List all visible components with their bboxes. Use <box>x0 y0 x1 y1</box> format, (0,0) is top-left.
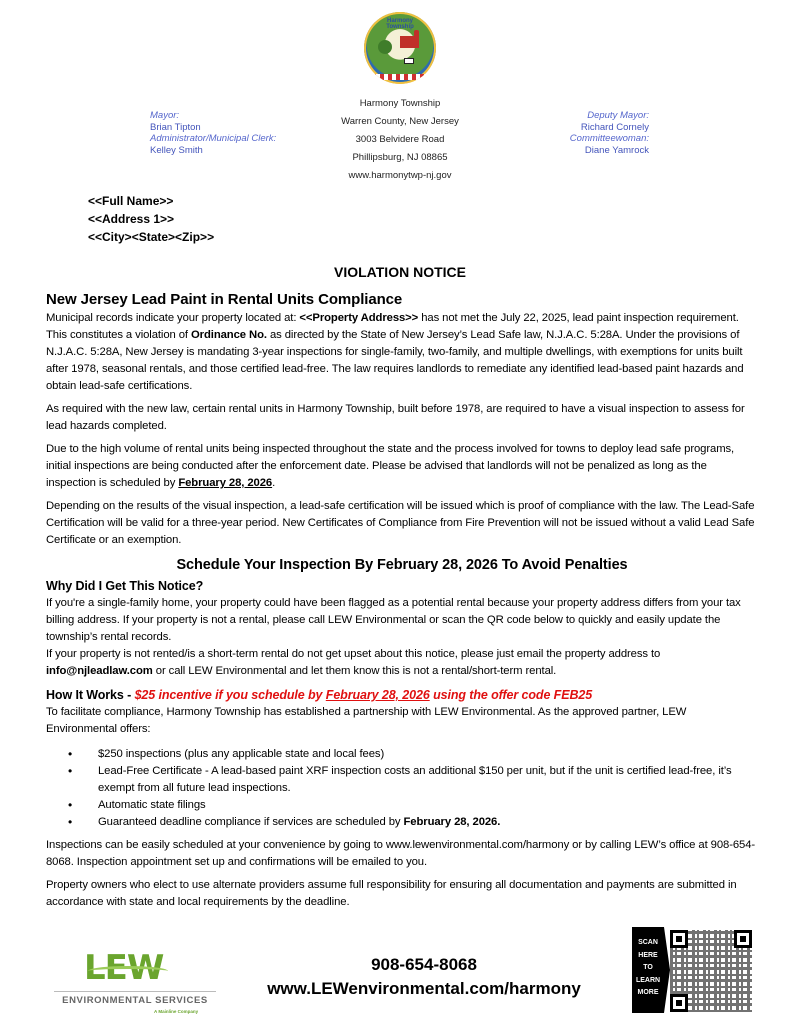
enforcement-paragraph <box>46 441 758 492</box>
email-link[interactable]: info@njleadlaw.com <box>46 665 153 677</box>
mayor-name: Brian Tipton <box>150 121 201 133</box>
qr-finder-icon <box>670 930 688 948</box>
scan-line: MORE <box>637 989 659 996</box>
lew-swoosh-icon <box>88 966 168 976</box>
recipient-city-state-zip: <<City><State><Zip>> <box>88 230 215 244</box>
notice-title: VIOLATION NOTICE <box>334 264 466 280</box>
township-address-block <box>300 95 500 185</box>
committeewoman-name: Diane Yamrock <box>584 144 649 156</box>
lew-environmental-logo <box>54 948 216 1014</box>
scan-line: LEARN <box>635 976 661 984</box>
qr-finder-icon <box>734 930 752 948</box>
qr-finder-icon <box>670 994 688 1012</box>
scan-line: HERE <box>638 951 658 959</box>
ordinance-number: Ordinance No. <box>191 329 267 341</box>
why-paragraph-2 <box>46 646 758 680</box>
promo-offer <box>135 688 593 702</box>
recipient-full-name: <<Full Name>> <box>88 194 174 208</box>
property-address-placeholder: <<Property Address>> <box>299 312 419 324</box>
promo-text: $25 incentive if you schedule by <box>134 688 326 702</box>
township-name: Harmony Township <box>359 98 441 109</box>
intro-text: as directed by the State of New Jersey’s Lead Safe law, N.J.A.C. 5:28A. Under the provisions of N.J.A.C. 5:28A, New Jersey is mandating 3-year inspections for single-family, two-family, and multiple dwellings, with exemptions for units built after 1978, seasonal rentals, and those certified lead-free. The law requires landlords to remediate any identified lead-based paint hazards and obtain lead-safe certifications. <box>46 329 744 392</box>
township-city: Phillipsburg, NJ 08865 <box>352 152 448 163</box>
certification-paragraph: Depending on the results of the visual inspection, a lead-safe certification will be issued which is proof of compliance with the law. The Lead-Safe Certification will be valid for a three-year period. New Certificates of Compliance from Fire Prevention will not be issued without a valid Lead Safe Certificate or an exemption. <box>46 500 755 546</box>
schedule-heading: Schedule Your Inspection By February 28, 2026 To Avoid Penalties <box>176 557 628 573</box>
intro-text: Municipal records indicate your property located at: <box>46 312 300 324</box>
contact-url-link[interactable]: www.LEWenvironmental.com/harmony <box>267 979 581 998</box>
committeewoman-role: Committeewoman: <box>569 133 649 144</box>
why-text: If your property is not rented/is a short-term rental do not get upset about this notice, please just email the property address to <box>46 648 661 660</box>
intro-paragraph <box>46 310 758 395</box>
township-street: 3003 Belvidere Road <box>355 134 445 145</box>
why-notice-heading: Why Did I Get This Notice? <box>46 579 204 593</box>
intro-text: has not met the July 22, 2025, lead paint inspection requirement. This constitutes a violation of <box>46 312 739 341</box>
contact-phone[interactable]: 908-654-8068 <box>371 955 477 974</box>
township-county: Warren County, New Jersey <box>341 116 459 127</box>
deadline-date: February 28, 2026 <box>178 477 273 489</box>
deputy-mayor-role: Deputy Mayor: <box>587 110 649 121</box>
offer-deadline: February 28, 2026. <box>403 816 501 828</box>
recipient-address-line1: <<Address 1>> <box>88 212 175 226</box>
offer-item: • Automatic state filings <box>46 797 758 814</box>
why-text: or call LEW Environmental and let them know this is not a rental/short-term rental. <box>152 665 557 677</box>
header-officials-right <box>520 110 649 156</box>
contact-block <box>238 953 610 1001</box>
header-officials-left <box>150 110 276 156</box>
scan-here-label <box>632 927 664 1013</box>
scheduling-paragraph: Inspections can be easily scheduled at your convenience by going to www.lewenvironmental.com/harmony or by calling LEW’s office at 908-654-8068. Inspection appointment set up and confirmations will be emailed to you. <box>46 839 756 868</box>
partnership-paragraph: To facilitate compliance, Harmony Township has established a partnership with LEW Environmental. As the approved partner, LEW Environmental offers: <box>46 706 687 735</box>
offer-item: • Lead-Free Certificate - A lead-based paint XRF inspection costs an additional $150 per unit, but if the unit is certified lead-free, it’s exempt from all future lead inspections. <box>46 763 758 797</box>
logo-divider <box>54 991 216 992</box>
mayor-role: Mayor: <box>150 110 180 121</box>
seal-text: Harmony Township <box>386 18 414 30</box>
how-it-works-label: How It Works - <box>46 688 135 702</box>
seal-silo-icon <box>414 30 419 48</box>
promo-deadline: February 28, 2026 <box>325 688 430 702</box>
seal-tree-icon <box>378 40 392 54</box>
seal-flag-stripe <box>364 74 436 80</box>
promo-code-text: using the offer code FEB25 <box>429 688 593 702</box>
recipient-address <box>88 192 214 246</box>
deputy-mayor-name: Richard Cornely <box>580 121 649 133</box>
offer-list <box>46 746 758 831</box>
scan-line: SCAN <box>638 939 658 946</box>
enforcement-text: Due to the high volume of rental units being inspected throughout the state and the process involved for towns to deploy lead safe programs, initial inspections are being conducted after the enforcement date. Please be advised that landlords will not be penalized as long as the inspection is scheduled by <box>46 443 735 489</box>
lew-letters: LEW <box>84 948 164 988</box>
letter-body <box>46 290 758 917</box>
scan-line: TO <box>643 964 653 971</box>
compliance-heading: New Jersey Lead Paint in Rental Units Compliance <box>46 291 403 308</box>
clerk-name: Kelley Smith <box>150 144 203 156</box>
township-website-link[interactable]: www.harmonytwp-nj.gov <box>348 170 452 181</box>
offer-item <box>46 814 758 831</box>
seal-barn-icon <box>400 36 414 48</box>
qr-code[interactable] <box>670 930 752 1012</box>
alternate-provider-paragraph: Property owners who elect to use alternate providers assume full responsibility for ensuring all documentation and payments are submitted in accordance with state and local requirements by the deadline. <box>46 879 737 908</box>
lew-tagline: A Mainline Company <box>154 1009 199 1014</box>
clerk-role: Administrator/Municipal Clerk: <box>150 133 277 144</box>
harmony-township-seal-logo <box>364 12 436 84</box>
offer-item: • $250 inspections (plus any applicable state and local fees) <box>46 746 758 763</box>
pre-1978-paragraph: As required with the new law, certain rental units in Harmony Township, built before 1978, are required to have a visual inspection to assess for lead hazards completed. <box>46 403 745 432</box>
offer-text: Guaranteed deadline compliance if services are scheduled by <box>98 816 404 828</box>
lew-company-name: ENVIRONMENTAL SERVICES <box>62 995 208 1006</box>
how-it-works-heading <box>46 686 758 704</box>
why-paragraph-1: If you're a single-family home, your property could have been flagged as a potential rental because your property address differs from your tax billing address. If your property is not a rental, please call LEW Environmental or scan the QR code below to quickly and easily update the township’s rental records. <box>46 597 741 643</box>
period: . <box>272 477 276 489</box>
seal-cow-icon <box>404 58 414 64</box>
